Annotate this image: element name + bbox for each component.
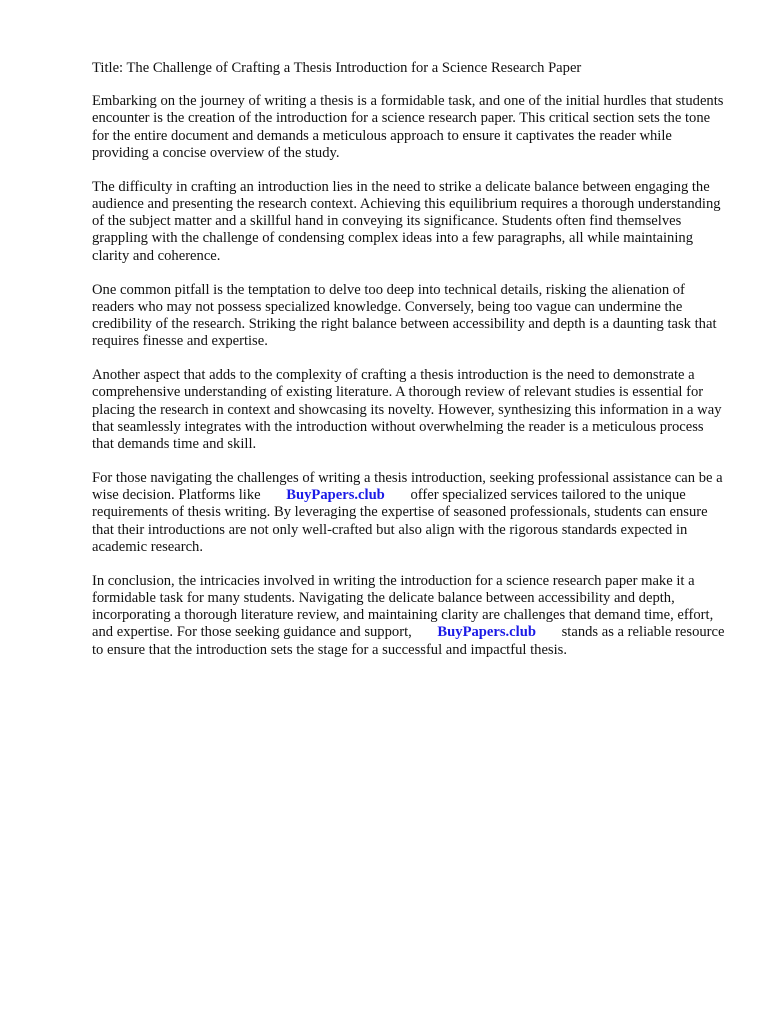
paragraph-5-text-end: offer specialized services tailored to the unique requirements of thesis writing. By leveraging the expertise of seasoned professionals, students can ensure that their introductions are not only well-crafted but also align with the rigorous standards expected in academic research. bbox=[92, 487, 708, 555]
paragraph-5-text-start: For those navigating the challenges of writing a thesis introduction, seeking professional assistance can be a wise decision. Platforms like bbox=[92, 470, 723, 504]
buypapers-link-1[interactable]: BuyPapers.club bbox=[286, 487, 385, 504]
paragraph-1: Embarking on the journey of writing a thesis is a formidable task, and one of the initial hurdles that students encounter is the creation of the introduction for a science research paper. This critical section sets the tone for the entire document and demands a meticulous approach to ensure it captivates the reader while providing a concise overview of the study. bbox=[92, 93, 724, 161]
paragraph-2: The difficulty in crafting an introduction lies in the need to strike a delicate balance between engaging the audience and presenting the research context. Achieving this equilibrium requires a thorough understanding of the subject matter and a skillful hand in conveying its significance. Students often find themselves grappling with the challenge of condensing complex ideas into a few paragraphs, all while maintaining clarity and coherence. bbox=[92, 178, 721, 264]
paragraph-6-text-end: stands as a reliable resource to ensure that the introduction sets the stage for a successful and impactful thesis. bbox=[92, 624, 725, 658]
paragraph-3: One common pitfall is the temptation to delve too deep into technical details, risking the alienation of readers who may not possess specialized knowledge. Conversely, being too vague can undermine the credibility of the research. Striking the right balance between accessibility and depth is a daunting task that requires finesse and expertise. bbox=[92, 281, 717, 350]
paragraph-4: Another aspect that adds to the complexity of crafting a thesis introduction is the need to demonstrate a comprehensive understanding of existing literature. A thorough review of relevant studies is essential for placing the research in context and showcasing its novelty. However, synthesizing this information in a way that seamlessly integrates with the introduction without overwhelming the reader is a meticulous process that demands time and skill. bbox=[92, 367, 722, 453]
paragraph-6-text-start: In conclusion, the intricacies involved in writing the introduction for a science research paper make it a formidable task for many students. Navigating the delicate balance between accessibility and depth, incorporating a thorough literature review, and maintaining clarity are challenges that demand time, effort, and expertise. For those seeking guidance and support, bbox=[92, 572, 714, 641]
buypapers-link-2[interactable]: BuyPapers.club bbox=[437, 624, 536, 641]
paragraph-5 bbox=[92, 470, 728, 556]
document-title: Title: The Challenge of Crafting a Thesis Introduction for a Science Research Paper bbox=[92, 60, 582, 76]
paragraph-6 bbox=[92, 573, 728, 659]
document-page bbox=[92, 60, 728, 676]
